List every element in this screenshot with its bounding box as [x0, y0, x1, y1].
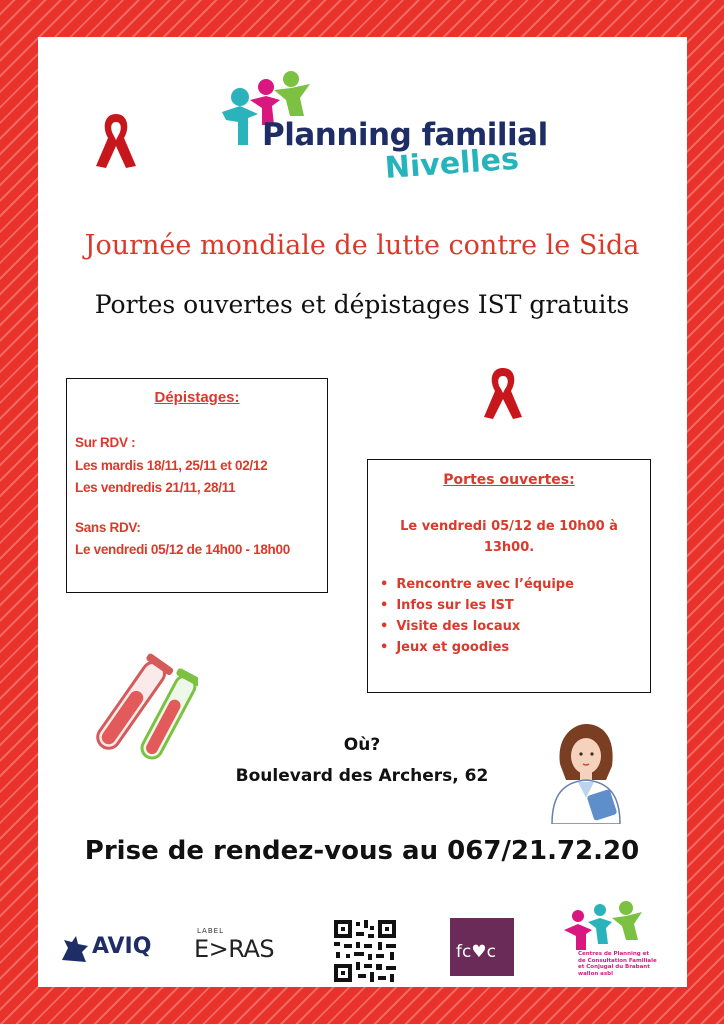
fcpc-logo [450, 918, 514, 976]
logo-name: Planning familial [262, 117, 548, 153]
depistages-line: Les vendredis 21/11, 28/11 [75, 480, 236, 495]
evras-label-small: LABEL [197, 927, 224, 935]
aviq-logo-text: AVIQ [92, 934, 152, 959]
list-item: • Jeux et goodies [380, 637, 574, 658]
depistages-box [66, 378, 328, 593]
portes-ouvertes-box [367, 459, 651, 693]
depistages-line: Les mardis 18/11, 25/11 et 02/12 [75, 458, 268, 473]
evras-logo-text: E>RAS [194, 935, 275, 963]
page-subtitle: Portes ouvertes et dépistages IST gratuits [94, 290, 630, 319]
red-ribbon-icon [480, 365, 526, 423]
qr-code-icon[interactable] [332, 918, 398, 984]
list-item: • Infos sur les IST [380, 595, 574, 616]
location-address: Boulevard des Archers, 62 [235, 766, 489, 786]
depistages-line: Le vendredi 05/12 de 14h00 - 18h00 [75, 542, 290, 557]
depistages-heading: Dépistages: [154, 389, 240, 406]
page-title: Journée mondiale de lutte contre le Sida [84, 230, 640, 261]
portes-intro: Le vendredi 05/12 de 10h00 à 13h00. [400, 519, 618, 555]
depistages-line: Sur RDV : [75, 435, 136, 450]
list-item: • Rencontre avec l’équipe [380, 574, 574, 595]
appointment-call-to-action: Prise de rendez-vous au 067/21.72.20 [84, 836, 640, 866]
cpc-logo-icon [560, 900, 650, 952]
logo-city: Nivelles [383, 141, 520, 186]
portes-heading: Portes ouvertes: [443, 472, 575, 488]
cpc-logo-text: Centres de Planning et de Consultation Familiale et Conjugal du Brabant wallon asbl [578, 951, 657, 977]
rooster-icon [58, 934, 92, 964]
portes-list [380, 574, 574, 658]
location-question: Où? [343, 735, 381, 755]
depistages-line: Sans RDV: [75, 520, 141, 535]
list-item: • Visite des locaux [380, 616, 574, 637]
red-ribbon-icon [92, 110, 140, 172]
fcpc-logo-text: fc♥c [456, 942, 496, 962]
